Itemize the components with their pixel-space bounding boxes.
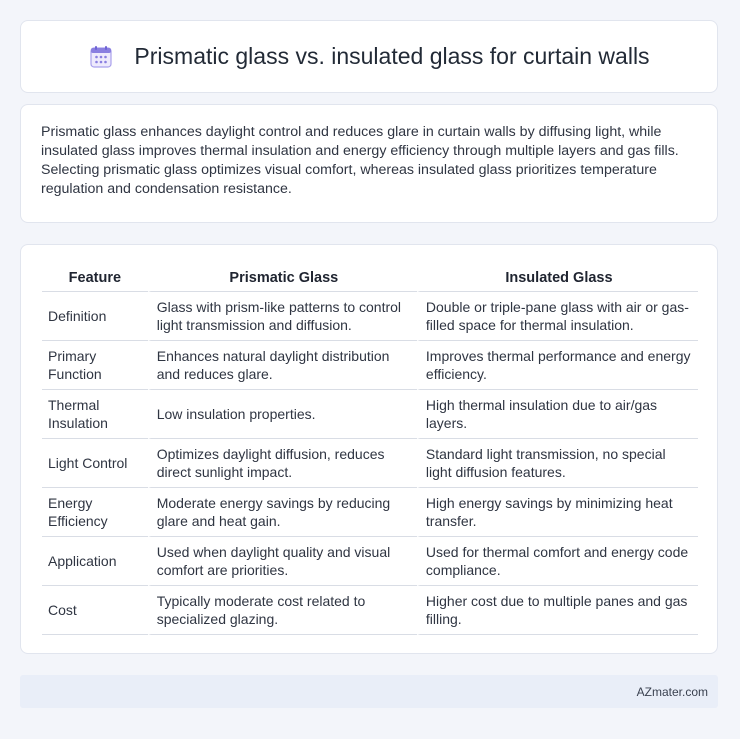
title-card	[20, 20, 718, 93]
column-header-prismatic: Prismatic Glass	[148, 265, 417, 291]
feature-cell: Thermal Insulation	[42, 389, 148, 438]
insulated-cell: Standard light transmission, no special light diffusion features.	[417, 438, 698, 487]
table-row	[42, 487, 698, 536]
table-header-row	[42, 265, 698, 291]
footer-brand: AZmater.com	[636, 684, 708, 699]
table-row	[42, 389, 698, 438]
table-row	[42, 340, 698, 389]
feature-cell: Energy Efficiency	[42, 487, 148, 536]
column-header-insulated: Insulated Glass	[417, 265, 698, 291]
insulated-cell: Double or triple-pane glass with air or gas-filled space for thermal insulation.	[417, 291, 698, 340]
table-row	[42, 438, 698, 487]
prismatic-cell: Low insulation properties.	[148, 389, 417, 438]
prismatic-cell: Enhances natural daylight distribution and reduces glare.	[148, 340, 417, 389]
summary-card	[20, 104, 718, 223]
prismatic-cell: Glass with prism-like patterns to control light transmission and diffusion.	[148, 291, 417, 340]
feature-cell: Definition	[42, 291, 148, 340]
table-row	[42, 536, 698, 585]
insulated-cell: High energy savings by minimizing heat transfer.	[417, 487, 698, 536]
page-title: Prismatic glass vs. insulated glass for curtain walls	[134, 43, 650, 69]
prismatic-cell: Typically moderate cost related to specialized glazing.	[148, 585, 417, 635]
prismatic-cell: Optimizes daylight diffusion, reduces direct sunlight impact.	[148, 438, 417, 487]
feature-cell: Primary Function	[42, 340, 148, 389]
footer-bar	[20, 675, 718, 708]
prismatic-cell: Used when daylight quality and visual comfort are priorities.	[148, 536, 417, 585]
insulated-cell: Improves thermal performance and energy efficiency.	[417, 340, 698, 389]
table-row	[42, 585, 698, 635]
prismatic-cell: Moderate energy savings by reducing glare and heat gain.	[148, 487, 417, 536]
table-row	[42, 291, 698, 340]
feature-cell: Cost	[42, 585, 148, 635]
insulated-cell: Used for thermal comfort and energy code compliance.	[417, 536, 698, 585]
feature-cell: Application	[42, 536, 148, 585]
column-header-feature: Feature	[68, 270, 122, 286]
comparison-table	[42, 265, 698, 635]
summary-text: Prismatic glass enhances daylight control and reduces glare in curtain walls by diffusing light, while insulated glass improves thermal insulation and energy efficiency through multiple layers and gas fills. Selecting prismatic glass optimizes visual comfort, whereas insulated glass prioritizes temperature regulation and condensation resistance.	[41, 124, 679, 197]
calendar-icon	[88, 44, 114, 70]
insulated-cell: Higher cost due to multiple panes and gas filling.	[417, 585, 698, 635]
feature-cell: Light Control	[42, 438, 148, 487]
comparison-table-card	[20, 244, 718, 654]
insulated-cell: High thermal insulation due to air/gas layers.	[417, 389, 698, 438]
